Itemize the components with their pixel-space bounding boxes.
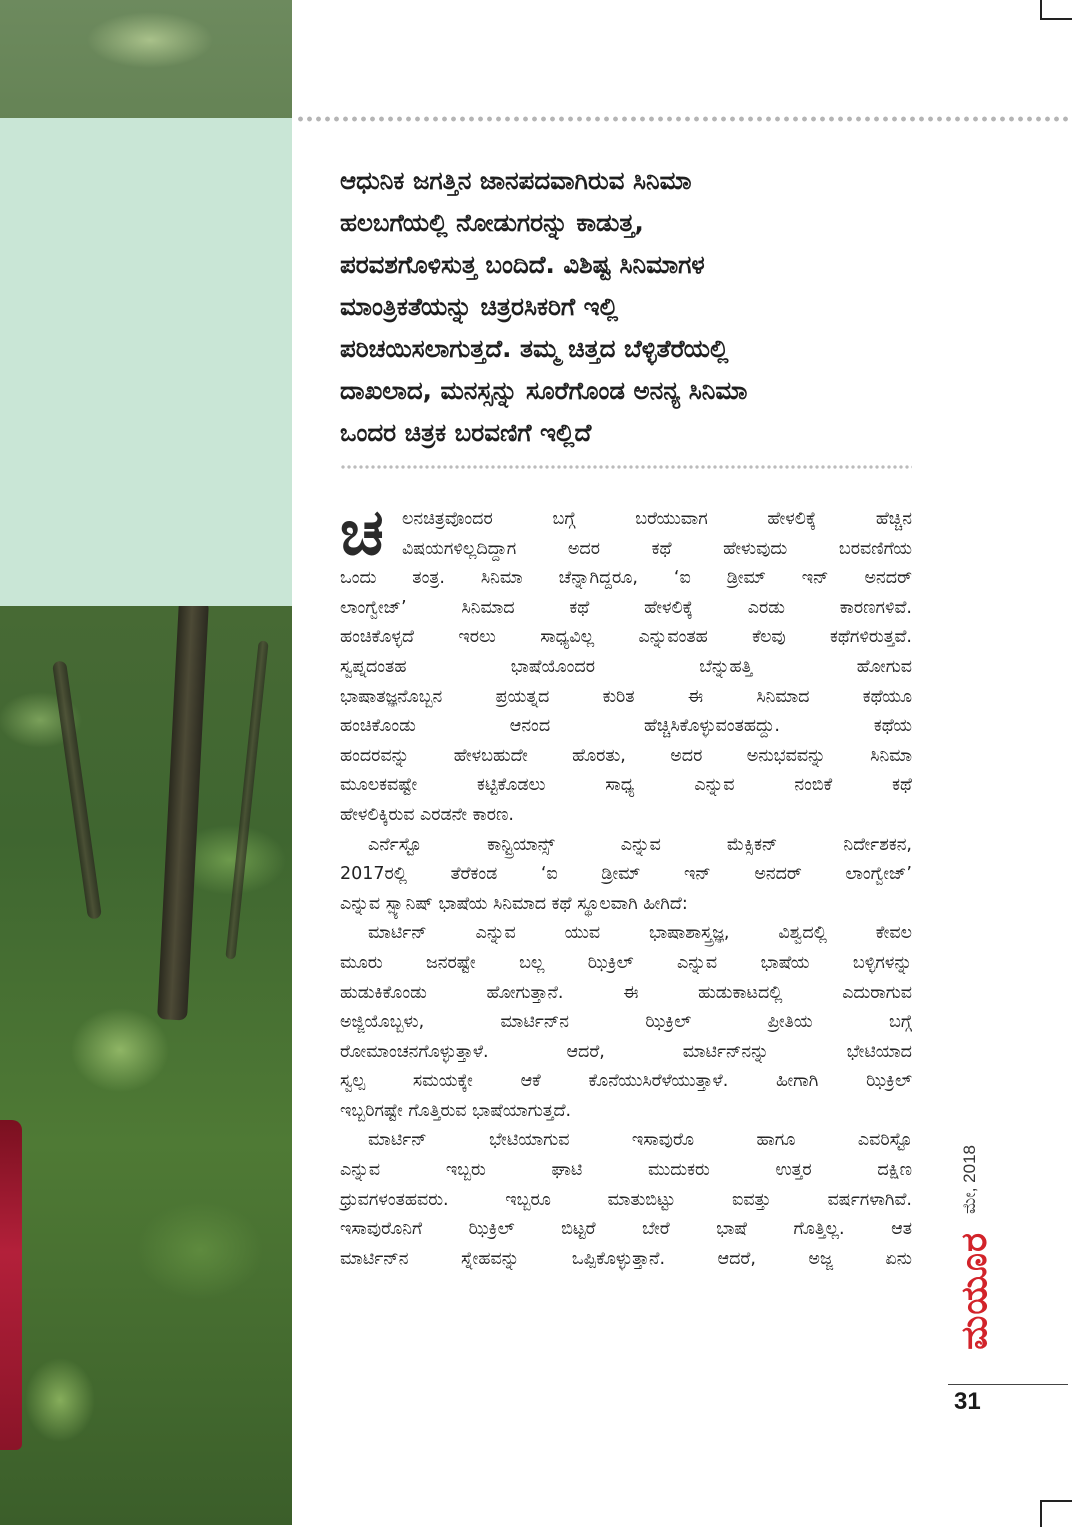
article-line: ಮಾರ್ಟಿನ್ ಎನ್ನುವ ಯುವ ಭಾಷಾಶಾಸ್ತ್ರಜ್ಞ, ವಿಶ್ವದಲ್ಲಿ ಕೇವಲ	[368, 923, 912, 944]
person-red-clothing	[0, 1120, 22, 1450]
article-line: ಹುಡುಕಿಕೊಂಡು ಹೋಗುತ್ತಾನೆ. ಈ ಹುಡುಕಾಟದಲ್ಲಿ ಎದುರಾಗುವ	[340, 982, 912, 1003]
article-line: ಎರ್ನೆಸ್ಟೊ ಕಾನ್ಟ್ರಿಯಾನ್ಸ್ ಎನ್ನುವ ಮೆಕ್ಸಿಕನ್ ನಿರ್ದೇಶಕನ,	[368, 834, 912, 855]
article-line: ಮೂಲಕವಷ್ಟೇ ಕಟ್ಟಿಕೊಡಲು ಸಾಧ್ಯ ಎನ್ನುವ ನಂಬಿಕೆ ಕಥೆ	[340, 775, 912, 796]
intro-blurb	[340, 160, 920, 454]
article-line: ಎನ್ನುವ ಸ್ಪ್ಯಾನಿಷ್ ಭಾಷೆಯ ಸಿನಿಮಾದ ಕಥೆ ಸ್ಥೂಲವಾಗಿ ಹೀಗಿದೆ:	[340, 893, 688, 914]
intro-line: ಹಲಬಗೆಯಲ್ಲಿ ನೋಡುಗರನ್ನು ಕಾಡುತ್ತ,	[340, 208, 644, 237]
drop-cap: ಚ	[340, 496, 384, 570]
article-line: ಹಂಚಿಕೊಂಡು ಆನಂದ ಹೆಚ್ಚಿಸಿಕೊಳ್ಳುವಂತಹದ್ದು. ಕಥೆಯ	[340, 716, 912, 737]
article-line: ಸ್ವಪ್ನದಂತಹ ಭಾಷೆಯೊಂದರ ಬೆನ್ನುಹತ್ತಿ ಹೋಗುವ	[340, 656, 912, 677]
article-line: ಮೂರು ಜನರಷ್ಟೇ ಬಲ್ಲ ಝಿಕ್ರಿಲ್ ಎನ್ನುವ ಭಾಷೆಯ ಬಳ್ಳಿಗಳನ್ನು	[340, 952, 912, 973]
page-number-rule	[948, 1384, 1068, 1385]
article-line: ಇಸಾವುರೊನಿಗೆ ಝಿಕ್ರಿಲ್ ಬಿಟ್ಟರೆ ಬೇರೆ ಭಾಷೆ ಗೊತ್ತಿಲ್ಲ. ಆತ	[340, 1219, 912, 1240]
article-line: ಲನಚಿತ್ರವೊಂದರ ಬಗ್ಗೆ ಬರೆಯುವಾಗ ಹೇಳಲಿಕ್ಕೆ ಹೆಚ್ಚಿನ	[402, 509, 912, 529]
article-line: 2017ರಲ್ಲಿ ತೆರೆಕಂಡ ‘ಐ ಡ್ರೀಮ್ ಇನ್ ಅನದರ್ ಲಾಂಗ್ವೇಜ್’	[340, 864, 912, 885]
article-line: ಒಂದು ತಂತ್ರ. ಸಿನಿಮಾ ಚೆನ್ನಾಗಿದ್ದರೂ, ‘ಐ ಡ್ರೀಮ್ ಇನ್ ಅನದರ್	[340, 568, 912, 589]
tree-trunk	[157, 600, 209, 1021]
article-line: ಅಜ್ಜಿಯೊಬ್ಬಳು, ಮಾರ್ಟಿನ್‌ನ ಝಿಕ್ರಿಲ್ ಪ್ರೀತಿಯ ಬಗ್ಗೆ	[340, 1012, 912, 1033]
intro-line: ಮಾಂತ್ರಿಕತೆಯನ್ನು ಚಿತ್ರರಸಿಕರಿಗೆ ಇಲ್ಲಿ	[340, 292, 619, 321]
intro-line: ಆಧುನಿಕ ಜಗತ್ತಿನ ಜಾನಪದವಾಗಿರುವ ಸಿನಿಮಾ	[340, 166, 692, 195]
article-line: ವಿಷಯಗಳಿಲ್ಲದಿದ್ದಾಗ ಅದರ ಕಥೆ ಹೇಳುವುದು ಬರವಣಿಗೆಯ	[402, 538, 912, 559]
tree-trunk	[52, 660, 102, 919]
article-line: ಸ್ವಲ್ಪ ಸಮಯಕ್ಕೇ ಆಕೆ ಕೊನೆಯುಸಿರೆಳೆಯುತ್ತಾಳೆ. ಹೀಗಾಗಿ ಝಿಕ್ರಿಲ್	[340, 1071, 912, 1092]
dotted-divider-middle	[340, 465, 912, 469]
issue-date: ಮೇ, 2018	[960, 1145, 979, 1215]
article-line: ಹೇಳಲಿಕ್ಕಿರುವ ಎರಡನೇ ಕಾರಣ.	[340, 804, 514, 825]
article-line: ಇಬ್ಬರಿಗಷ್ಟೇ ಗೊತ್ತಿರುವ ಭಾಷೆಯಾಗುತ್ತದೆ.	[340, 1100, 572, 1121]
article-line: ಧ್ರುವಗಳಂತಹವರು. ಇಬ್ಬರೂ ಮಾತುಬಿಟ್ಟು ಐವತ್ತು ವರ್ಷಗಳಾಗಿವೆ.	[340, 1189, 912, 1210]
article-line: ಎನ್ನುವ ಇಬ್ಬರು ಘಾಟಿ ಮುದುಕರು ಉತ್ತರ ದಕ್ಷಿಣ	[340, 1160, 912, 1181]
crop-mark-bottom	[1040, 1500, 1072, 1527]
intro-line: ಪರವಶಗೊಳಿಸುತ್ತ ಬಂದಿದೆ. ವಿಶಿಷ್ಟ ಸಿನಿಮಾಗಳ	[340, 250, 705, 279]
article-line: ರೋಮಾಂಚನಗೊಳ್ಳುತ್ತಾಳೆ. ಆದರೆ, ಮಾರ್ಟಿನ್‌ನನ್ನು ಭೇಟಿಯಾದ	[340, 1041, 912, 1062]
mint-color-panel	[0, 118, 292, 606]
crop-mark-top	[1040, 0, 1072, 20]
magazine-logo: ಮಯೂರ	[954, 1232, 995, 1350]
article-line: ಹಂದರವನ್ನು ಹೇಳಬಹುದೇ ಹೊರತು, ಅದರ ಅನುಭವವನ್ನು ಸಿನಿಮಾ	[340, 745, 912, 766]
intro-line: ಪರಿಚಯಿಸಲಾಗುತ್ತದೆ. ತಮ್ಮ ಚಿತ್ತದ ಬೆಳ್ಳಿತೆರೆಯಲ್ಲಿ	[340, 334, 729, 363]
dotted-divider-top	[296, 116, 1072, 122]
intro-line: ಒಂದರ ಚಿತ್ರಕ ಬರವಣಿಗೆ ಇಲ್ಲಿದೆ	[340, 418, 592, 447]
tree-trunk	[225, 640, 268, 959]
article-line: ಹಂಚಿಕೊಳ್ಳದೆ ಇರಲು ಸಾಧ್ಯವಿಲ್ಲ ಎನ್ನುವಂತಹ ಕೆಲವು ಕಥೆಗಳಿರುತ್ತವೆ.	[340, 627, 912, 648]
article-body	[340, 496, 912, 1274]
article-line: ಲಾಂಗ್ವೇಜ್’ ಸಿನಿಮಾದ ಕಥೆ ಹೇಳಲಿಕ್ಕೆ ಎರಡು ಕಾರಣಗಳಿವೆ.	[340, 597, 912, 618]
intro-line: ದಾಖಲಾದ, ಮನಸ್ಸನ್ನು ಸೂರೆಗೊಂಡ ಅನನ್ಯ ಸಿನಿಮಾ	[340, 376, 748, 405]
page-number: 31	[954, 1388, 981, 1415]
article-line: ಭಾಷಾತಜ್ಞನೊಬ್ಬನ ಪ್ರಯತ್ನದ ಕುರಿತ ಈ ಸಿನಿಮಾದ ಕಥೆಯೂ	[340, 686, 912, 707]
article-line: ಮಾರ್ಟಿನ್ ಭೇಟಿಯಾಗುವ ಇಸಾವುರೊ ಹಾಗೂ ಎವರಿಸ್ಟೊ	[368, 1130, 912, 1151]
article-line: ಮಾರ್ಟಿನ್‌ನ ಸ್ನೇಹವನ್ನು ಒಪ್ಪಿಕೊಳ್ಳುತ್ತಾನೆ. ಆದರೆ, ಅಜ್ಜ ಏನು	[340, 1248, 912, 1269]
